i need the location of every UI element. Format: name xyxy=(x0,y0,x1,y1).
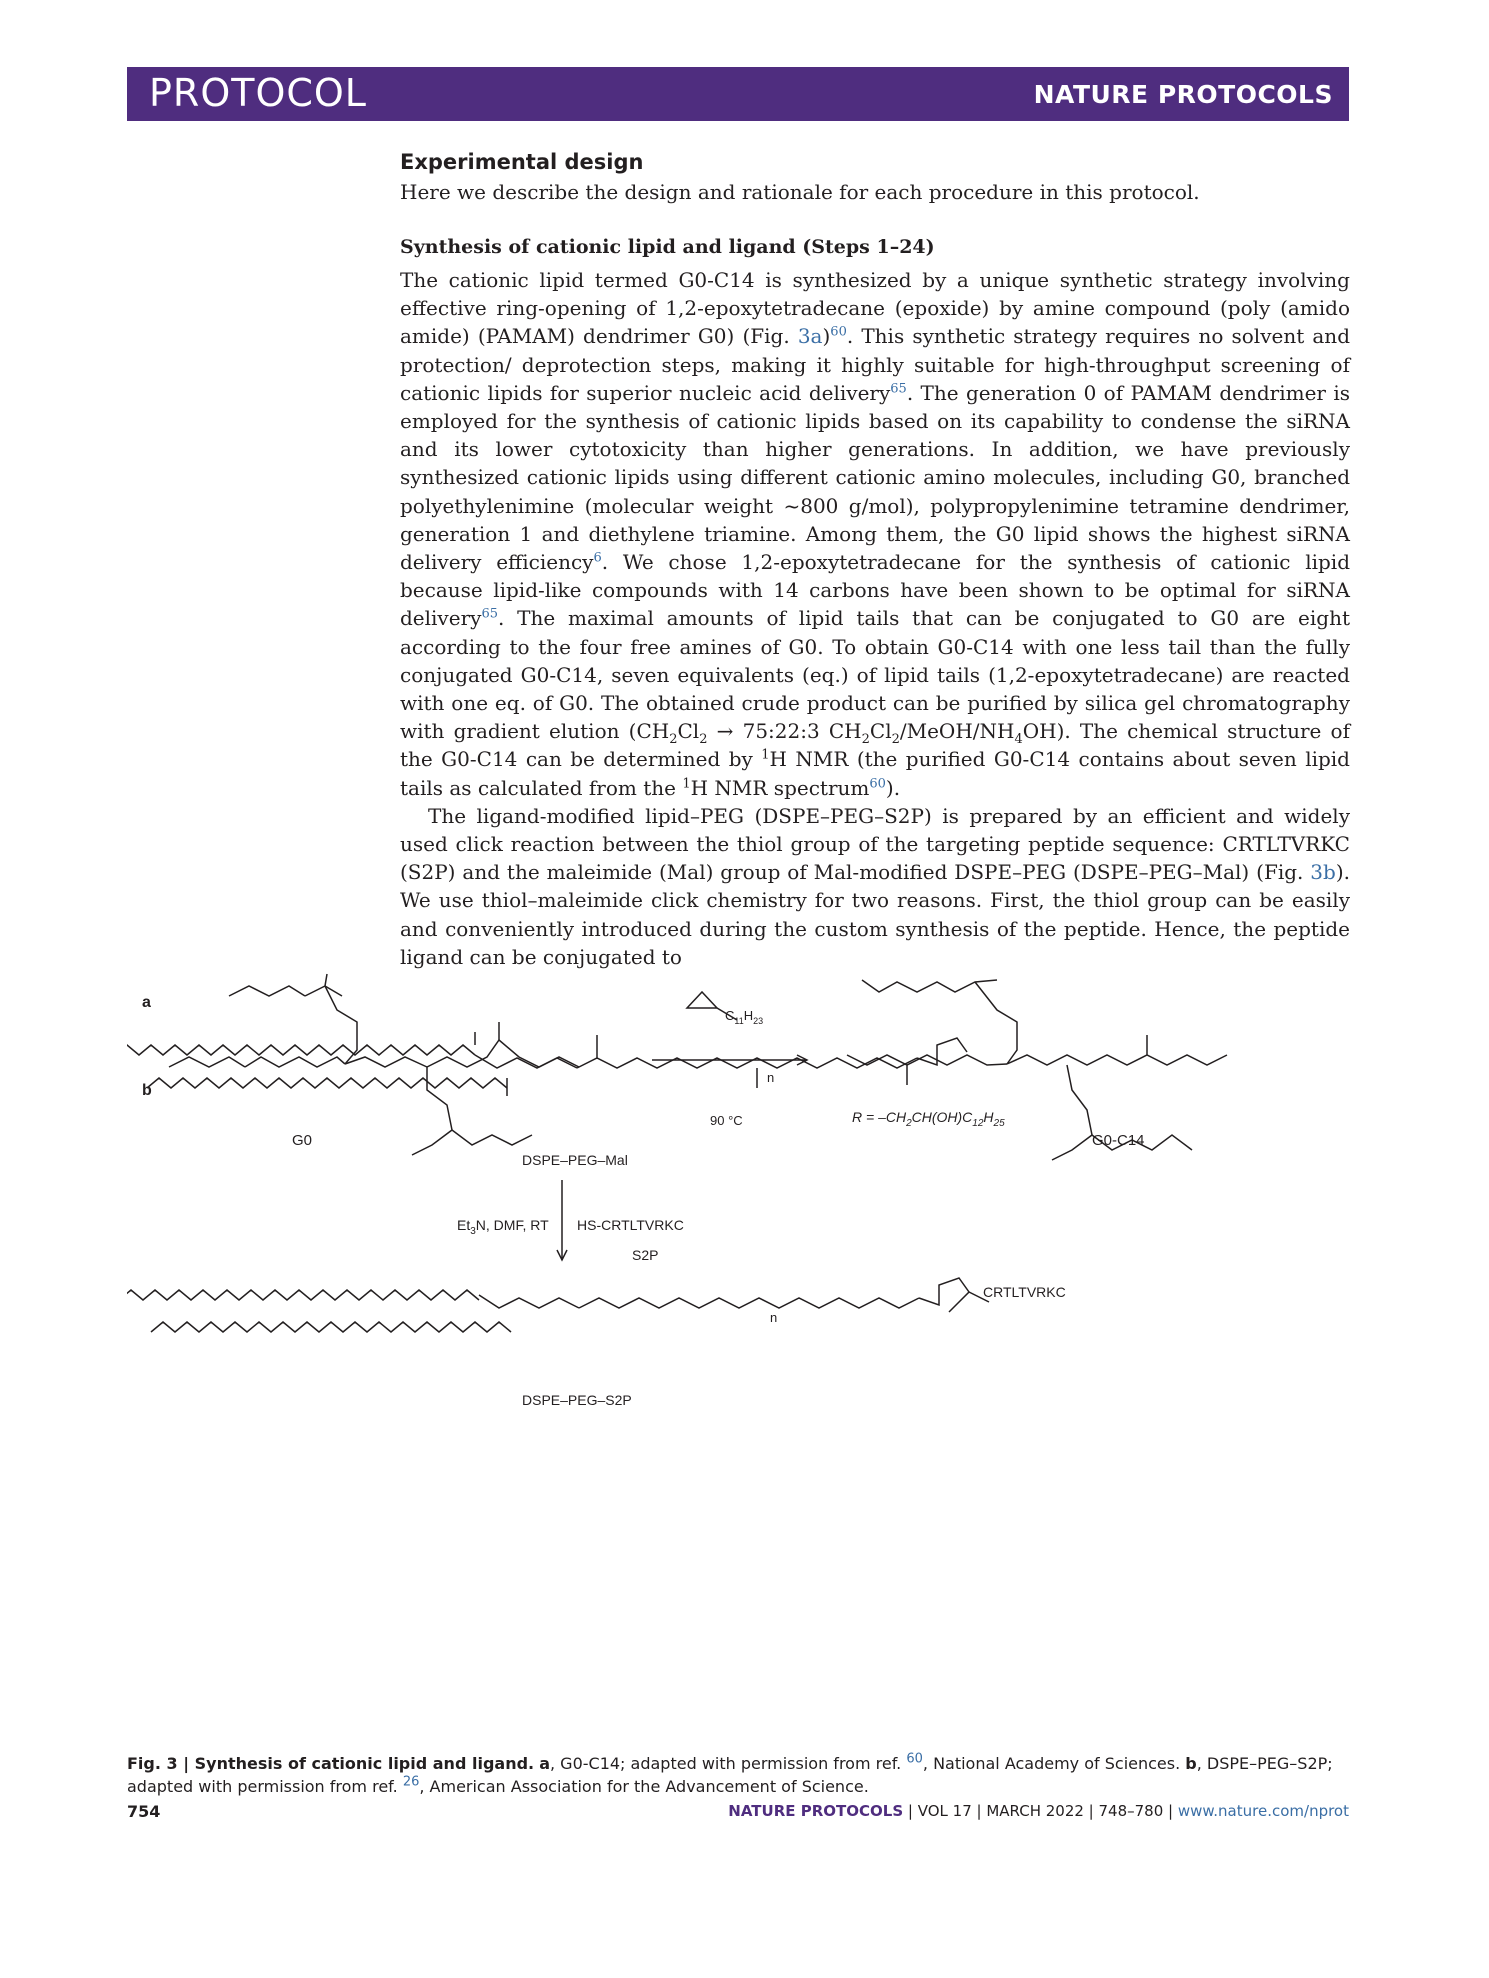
dspe-mal-label: DSPE–PEG–Mal xyxy=(522,1152,628,1168)
s2p-label: S2P xyxy=(632,1247,659,1263)
r-definition: $R = -CH_2CH(OH)C_{12}H_{25}$ xyxy=(852,1109,1005,1129)
fig-ref-3b[interactable]: 3b xyxy=(1310,860,1336,885)
paragraph-1: The cationic lipid termed G0-C14 is synthesized by a unique synthetic strategy involving effective ring-opening of 1,2-epoxytetradecane (epoxide) by amine compound (poly (amido amide) (PAMAM) dendrimer G0) (Fig. 3a)$^{60}$. This synthetic strategy requires no solvent and protection/ deprotection steps, making it highly suitable for high-throughput screening of cationic lipids for superior nucleic acid delivery$^{65}$. The generation 0 of PAMAM dendrimer is employed for the synthesis of cationic lipids based on its capability to condense the siRNA and its lower cytotoxicity than higher generations. In addition, we have previously synthesized cationic lipids using different cationic amino molecules, including G0, branched polyethylenimine (molecular weight ~800 g/mol), polypropylenimine tetramine dendrimer, generation 1 and diethylene triamine. Among them, the G0 lipid shows the highest siRNA delivery efficiency$^6$. We chose 1,2-epoxytetradecane for the synthesis of cationic lipid because lipid-like compounds with 14 carbons have been shown to be optimal for siRNA delivery$^{65}$. The maximal amounts of lipid tails that can be conjugated to G0 are eight according to the four free amines of G0. To obtain G0-C14 with one less tail than the fully conjugated G0-C14, seven equivalents (eq.) of lipid tails (1,2-epoxytetradecane) are reacted with one eq. of G0. The obtained crude product can be purified by silica gel chromatography with gradient elution ($CH_2Cl_2$ → 75:22:3 $CH_2Cl_2/MeOH/NH_4OH$). The chemical structure of the G0-C14 can be determined by $^1$H NMR (the purified G0-C14 contains about seven lipid tails as calculated from the $^1$H NMR spectrum$^{60}$). xyxy=(400,268,1350,800)
panel-b-label: b xyxy=(142,1082,152,1099)
dspe-s2p-label: DSPE–PEG–S2P xyxy=(522,1392,632,1408)
citation-60[interactable]: 60 xyxy=(830,324,847,340)
peg-n-label: n xyxy=(767,1070,775,1085)
peg-n-label-2: n xyxy=(770,1310,778,1325)
citation-60b[interactable]: 60 xyxy=(869,776,886,791)
condition-temp: 90 °C xyxy=(710,1113,743,1128)
reaction-scheme xyxy=(127,940,1349,1740)
figure-3 xyxy=(127,940,1349,1740)
conditions-left: $Et_3N$, DMF, RT xyxy=(457,1217,549,1237)
subsection-heading: Synthesis of cationic lipid and ligand (Steps 1–24) xyxy=(400,236,935,258)
section-label: PROTOCOL xyxy=(149,71,367,115)
citation-6[interactable]: 6 xyxy=(593,550,602,566)
journal-url[interactable]: www.nature.com/nprot xyxy=(1177,1802,1349,1820)
citation-65b[interactable]: 65 xyxy=(481,606,498,622)
panel-a-label: a xyxy=(142,994,151,1011)
citation-65[interactable]: 65 xyxy=(890,381,907,397)
section-heading: Experimental design xyxy=(400,150,644,174)
body-text xyxy=(400,266,1350,971)
footer-info: NATURE PROTOCOLS | VOL 17 | MARCH 2022 | 748–780 | www.nature.com/nprot xyxy=(728,1802,1349,1820)
figure-caption: Fig. 3 | Synthesis of cationic lipid and ligand. a, G0-C14; adapted with permission from ref. $^{60}$, National Academy of Sciences. b, DSPE–PEG–S2P; adapted with permission from ref. $^{26}$, American Association for the Advancement of Science. xyxy=(127,1751,1333,1796)
caption-ref-60[interactable]: 60 xyxy=(906,1751,923,1767)
reagent-formula: $C_{11}H_{23}$ xyxy=(725,1008,764,1026)
page-number: 754 xyxy=(127,1802,161,1821)
paragraph-2: The ligand-modified lipid–PEG (DSPE–PEG–S2P) is prepared by an efficient and widely used click reaction between the thiol group of the targeting peptide sequence: CRTLTVRKC (S2P) and the maleimide (Mal) group of Mal-modified DSPE–PEG (DSPE–PEG–Mal) (Fig. 3b). We use thiol–maleimide click chemistry for two reasons. First, the thiol group can be easily and conveniently introduced during the custom synthesis of the peptide. Hence, the peptide ligand can be conjugated to xyxy=(400,803,1350,969)
fig-ref-3a[interactable]: 3a xyxy=(797,324,823,349)
conditions-right: HS-CRTLTVRKC xyxy=(577,1217,684,1233)
caption-ref-26[interactable]: 26 xyxy=(402,1774,420,1790)
peptide-label: CRTLTVRKC xyxy=(983,1284,1066,1300)
journal-label: NATURE PROTOCOLS xyxy=(1033,80,1333,109)
g0-label: G0 xyxy=(292,1132,313,1149)
intro-text: Here we describe the design and rationale for each procedure in this protocol. xyxy=(400,180,1200,204)
g0c14-label: G0-C14 xyxy=(1092,1132,1145,1149)
header-banner xyxy=(127,67,1349,121)
